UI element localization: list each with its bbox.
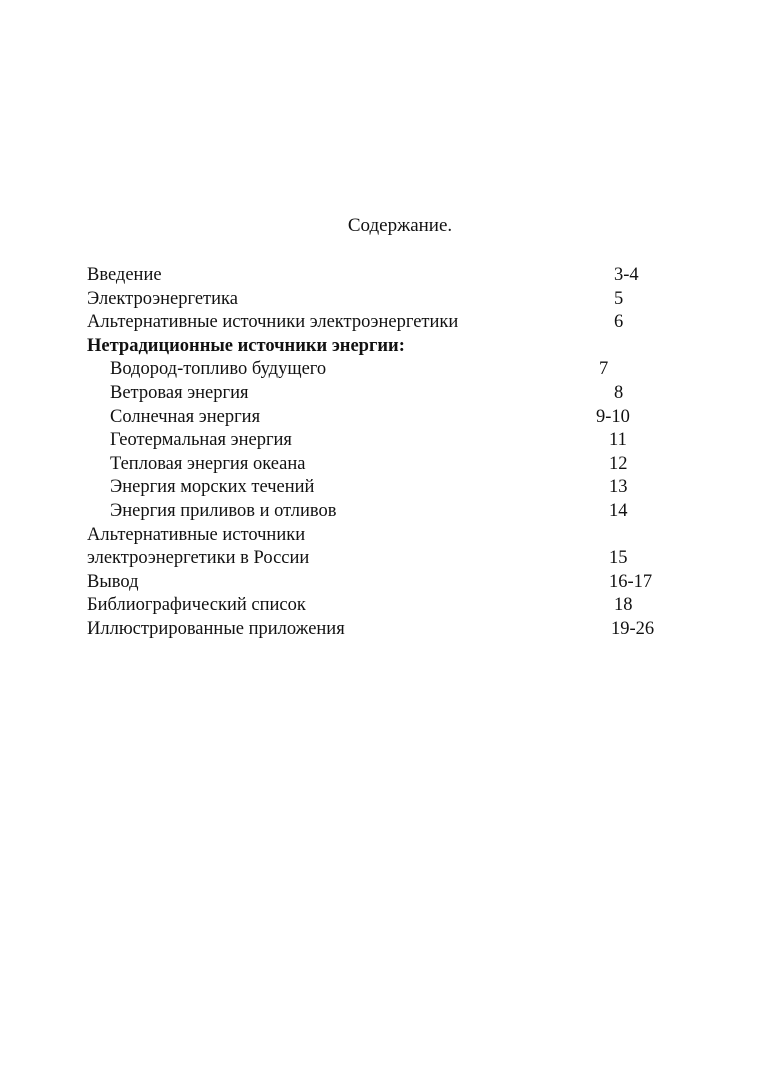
toc-entry-label: Альтернативные источники (87, 524, 306, 545)
toc-section-heading (87, 335, 687, 359)
toc-entry-label: Библиографический список (87, 595, 306, 616)
toc-entry-conclusion (87, 571, 687, 595)
toc-entry-label: Тепловая энергия океана (110, 453, 306, 474)
toc-entry-page: 18 (614, 595, 633, 616)
toc-entry-label: Водород-топливо будущего (110, 359, 327, 380)
toc-entry-label: Альтернативные источники электроэнергетики (87, 312, 459, 333)
toc-entry-appendices (87, 618, 687, 642)
toc-entry-label: Солнечная энергия (110, 406, 261, 427)
toc-entry-label: Геотермальная энергия (110, 430, 292, 451)
toc-entry-page: 15 (609, 548, 628, 569)
toc-entry-label: Электроэнергетика (87, 288, 238, 309)
toc-subentry-wind (87, 382, 687, 406)
toc-entry-label: электроэнергетики в России (87, 548, 310, 569)
toc-entry-electric-power (87, 288, 687, 312)
toc-entry-page: 6 (614, 312, 624, 333)
toc-entry-alternative-sources (87, 311, 687, 335)
toc-entry-page: 14 (609, 500, 628, 521)
toc-entry-russia-line1 (87, 524, 687, 548)
toc-entry-page: 13 (609, 477, 628, 498)
toc-entry-page: 7 (599, 359, 609, 380)
toc-entry-page: 11 (609, 430, 627, 451)
toc-entry-page: 8 (614, 382, 624, 403)
toc-subentry-tides (87, 500, 687, 524)
toc-entry-label: Энергия приливов и отливов (110, 500, 337, 521)
toc-entry-page: 16-17 (609, 571, 653, 592)
toc-entry-label: Ветровая энергия (110, 382, 249, 403)
toc-subentry-ocean-thermal (87, 453, 687, 477)
toc-entry-page: 5 (614, 288, 624, 309)
toc-entry-label: Энергия морских течений (110, 477, 315, 498)
toc-entry-page: 12 (609, 453, 628, 474)
toc-entry-label: Введение (87, 265, 162, 285)
toc-entry-russia-line2 (87, 547, 687, 571)
toc-entry-label: Нетрадиционные источники энергии: (87, 335, 405, 356)
toc-subentry-sea-currents (87, 476, 687, 500)
toc-subentry-hydrogen (87, 358, 687, 382)
toc-subentry-geothermal (87, 429, 687, 453)
toc-entry-label: Вывод (87, 571, 139, 592)
table-of-contents (87, 264, 687, 642)
toc-entry-page: 3-4 (614, 265, 639, 285)
toc-entry-introduction (87, 264, 687, 288)
toc-entry-page: 9-10 (596, 406, 630, 427)
toc-title: Содержание. (347, 215, 453, 236)
toc-entry-page: 19-26 (611, 618, 655, 639)
toc-subentry-solar (87, 406, 687, 430)
toc-entry-label: Иллюстрированные приложения (87, 618, 345, 639)
toc-entry-bibliography (87, 594, 687, 618)
